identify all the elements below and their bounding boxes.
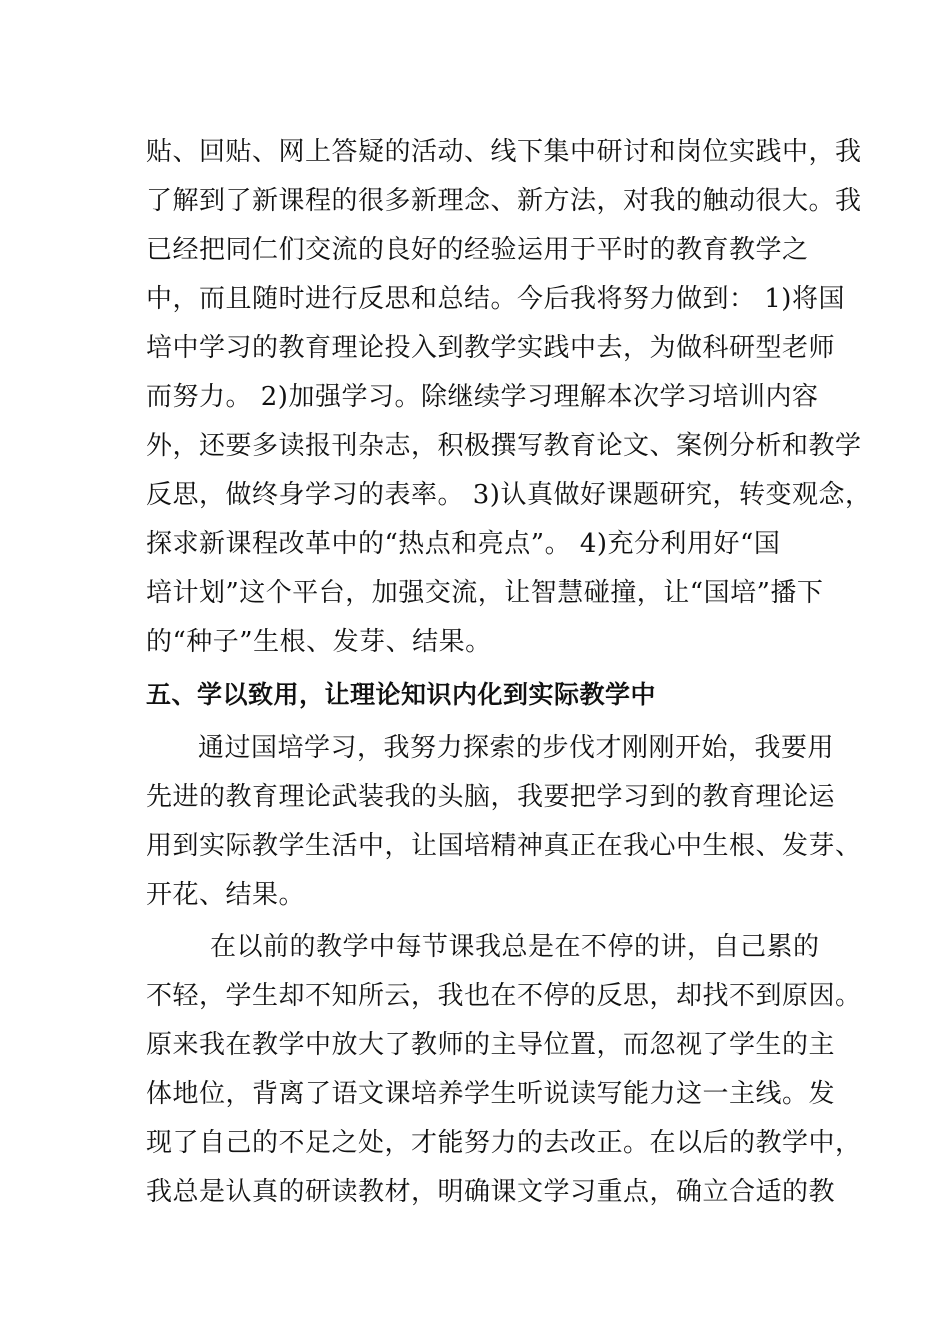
text-line: 我总是认真的研读教材，明确课文学习重点，确立合适的教 bbox=[146, 1177, 836, 1207]
text-line: 培计划”这个平台，加强交流，让智慧碰撞，让“国培”播下 bbox=[146, 578, 824, 608]
section-heading: 五、学以致用，让理论知识内化到实际教学中 bbox=[146, 680, 657, 709]
text-line: 而努力。 2)加强学习。除继续学习理解本次学习培训内容 bbox=[146, 382, 819, 412]
text-line: 体地位，背离了语文课培养学生听说读写能力这一主线。发 bbox=[146, 1079, 836, 1109]
text-line: 通过国培学习，我努力探索的步伐才刚刚开始，我要用 bbox=[198, 733, 835, 763]
text-line: 开花、结果。 bbox=[146, 880, 306, 910]
text-line: 反思，做终身学习的表率。 3)认真做好课题研究，转变观念， bbox=[146, 480, 872, 510]
text-line: 了解到了新课程的很多新理念、新方法，对我的触动很大。我 bbox=[146, 186, 862, 216]
text-line: 中，而且随时进行反思和总结。今后我将努力做到： 1)将国 bbox=[146, 284, 845, 314]
text-line: 探求新课程改革中的“热点和亮点”。 4)充分利用好“国 bbox=[146, 529, 781, 559]
text-line: 先进的教育理论武装我的头脑，我要把学习到的教育理论运 bbox=[146, 782, 836, 812]
text-line: 已经把同仁们交流的良好的经验运用于平时的教育教学之 bbox=[146, 235, 809, 265]
text-line: 贴、回贴、网上答疑的活动、线下集中研讨和岗位实践中，我 bbox=[146, 137, 862, 167]
text-line: 原来我在教学中放大了教师的主导位置，而忽视了学生的主 bbox=[146, 1030, 836, 1060]
text-line: 用到实际教学生活中，让国培精神真正在我心中生根、发芽、 bbox=[146, 831, 862, 861]
text-line: 培中学习的教育理论投入到教学实践中去，为做科研型老师 bbox=[146, 333, 836, 363]
text-line: 的“种子”生根、发芽、结果。 bbox=[146, 627, 492, 657]
text-line: 现了自己的不足之处，才能努力的去改正。在以后的教学中， bbox=[146, 1128, 862, 1158]
text-line: 在以前的教学中每节课我总是在不停的讲，自己累的 bbox=[210, 932, 820, 962]
text-line: 不轻，学生却不知所云，我也在不停的反思，却找不到原因。 bbox=[146, 981, 862, 1011]
text-line: 外，还要多读报刊杂志，积极撰写教育论文、案例分析和教学 bbox=[146, 431, 862, 461]
